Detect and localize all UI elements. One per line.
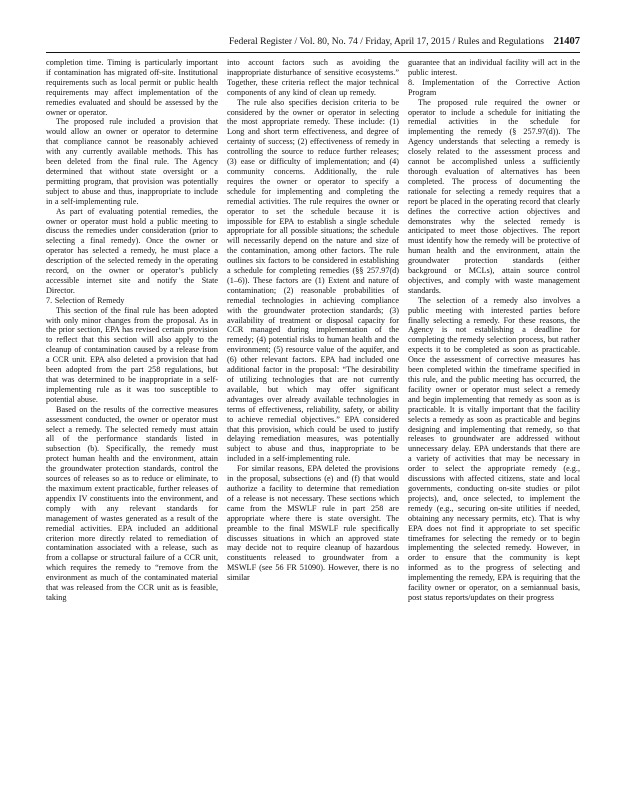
paragraph: The proposed rule included a provision that would allow an owner or operator to determine that compliance cannot be reasonably achieved with any currently available methods. This has been deleted from the final rule. The Agency determined that without state oversight or a permitting program, that provision was potentially subject to abuse and thus, inappropriate to include in a self-implementing rule. bbox=[46, 117, 218, 206]
page-header bbox=[46, 35, 580, 51]
section-heading: 8. Implementation of the Corrective Action Program bbox=[408, 77, 580, 97]
column-3 bbox=[408, 58, 580, 796]
paragraph: guarantee that an individual facility will act in the public interest. bbox=[408, 58, 580, 77]
column-1 bbox=[46, 58, 218, 796]
paragraph: For similar reasons, EPA deleted the provisions in the proposal, subsections (e) and (f) that would authorize a facility to determine that remediation of a release is not necessary. These sections which came from the MSWLF rule in part 258 are appropriate where there is state oversight. The preamble to the final MSWLF rule specifically discusses situations in which an approved state may decide not to require cleanup of hazardous constituents released to groundwater from a MSWLF (see 56 FR 51090). However, there is no similar bbox=[227, 464, 399, 583]
paragraph: This section of the final rule has been adopted with only minor changes from the proposal. As in the prior section, EPA has revised certain provision to reflect that this section will also apply to the cleanup of contamination caused by a release from a CCR unit. EPA also deleted a provision that had been adopted from the part 258 regulations, but that was determined to be inappropriate in a self-implementing rule as it was too susceptible to potential abuse. bbox=[46, 305, 218, 404]
page-number: 21407 bbox=[553, 36, 580, 47]
section-heading: 7. Selection of Remedy bbox=[46, 295, 125, 305]
paragraph: The rule also specifies decision criteria to be considered by the owner or operator in selecting the most appropriate remedy. These include: (1) Long and short term effectiveness, and degree of certainty of success; (2) effectiveness of remedy in controlling the source to reduce further releases; (3) ease or difficulty of implementation; and (4) community concerns. Additionally, the rule requires the owner or operator to specify a schedule for implementing and completing the remedial activities. The rule requires the owner or operator to set the schedule because it is impossible for EPA to establish a single schedule appropriate for all possible situations; the schedule will necessarily depend on the nature and size of the contamination, among other factors. The rule outlines six factors to be considered in establishing a schedule for completing remedies (§§ 257.97(d)(1–6)). These factors are (1) Extent and nature of contamination; (2) reasonable probabilities of remedial technologies in achieving compliance with the groundwater protection standards; (3) availability of treatment or disposal capacity for CCR managed during implementation of the remedy; (4) potential risks to human health and the environment; (5) resource value of the aquifer, and (6) other relevant factors. EPA had included one additional factor in the proposal: “The desirability of utilizing technologies that are not currently available, but which may offer significant advantages over already available technologies in terms of effectiveness, reliability, safety, or ability to achieve remedial objectives.” EPA considered that this provision, which could be used to justify delaying remediation measures, was potentially subject to abuse and thus, inappropriate to be included in a self-implementing rule. bbox=[227, 97, 399, 464]
column-2 bbox=[227, 58, 399, 796]
header-title: Federal Register / Vol. 80, No. 74 / Friday, April 17, 2015 / Rules and Regulations bbox=[228, 36, 544, 47]
paragraph: As part of evaluating potential remedies, the owner or operator must hold a public meeting to discuss the remedies under consideration (prior to selecting a final remedy). Once the owner or operator has selected a remedy, he must place a description of the selected remedy in the operating record, on the owner or operator’s publicly accessible internet site and notify the State Director. bbox=[46, 206, 218, 295]
paragraph: The selection of a remedy also involves a public meeting with interested parties before finally selecting a remedy. For these reasons, the Agency is not establishing a deadline for completing the remedy selection process, but rather expects it to be completed as soon as practicable. Once the assessment of corrective measures has been completed within the timeframe specified in this rule, and the public meeting has occurred, the facility owner or operator must select a remedy and begin implementing that remedy as soon as is practicable. It is vitally important that the facility selects a remedy as soon as practicable and begins designing and implementing that remedy, so that releases to groundwater are addressed without unnecessary delay. EPA understands that there are a variety of activities that may be necessary in order to select the appropriate remedy (e.g., discussions with affected citizens, state and local governments, conducting on-site studies or pilot projects), and, once selected, to implement the remedy (e.g., securing on-site utilities if needed, obtaining any necessary permits, etc). That is why EPA does not find it appropriate to set specific timeframes for selecting the remedy or to begin implementing the selected remedy. However, in order to ensure that the community is kept informed as to the progress of selecting and implementing the remedy, EPA is requiring that the facility owner or operator, on a semiannual basis, post status reports/updates on their progress bbox=[408, 295, 580, 602]
paragraph: into account factors such as avoiding the inappropriate disturbance of sensitive ecosystems.” Together, these criteria reflect the major technical components of any kind of clean up remedy. bbox=[227, 58, 399, 97]
paragraph: Based on the results of the corrective measures assessment conducted, the owner or operator must select a remedy. The selected remedy must attain all of the performance standards listed in subsection (b). Specifically, the remedy must protect human health and the environment, attain the groundwater protection standards, control the sources of releases so as to reduce or eliminate, to the maximum extent practicable, further releases of appendix IV constituents into the environment, and comply with any relevant standards for management of wastes generated as a result of the remedial activities. EPA included an additional criterion more directly related to remediation of contamination associated with a release, such as from a collapse or structural failure of a CCR unit, which requires the remedy to “remove from the environment as much of the contaminated material that was released from the CCR unit as is feasible, taking bbox=[46, 404, 218, 602]
text-columns bbox=[46, 58, 580, 796]
paragraph: completion time. Timing is particularly important if contamination has migrated off-site. Institutional requirements such as local permit or public health requirements may affect implementation of the remedies evaluated and should be assessed by the owner or operator. bbox=[46, 58, 218, 117]
paragraph: The proposed rule required the owner or operator to include a schedule for initiating the remedial activities in the schedule for implementing the remedy (§ 257.97(d)). The Agency understands that selecting a remedy is closely related to the assessment process and cannot be accomplished unless a sufficiently thorough evaluation of alternatives has been completed. The process of documenting the rationale for selecting a remedy requires that a report be placed in the operating record that clearly defines the corrective action objectives and demonstrates why the selected remedy is anticipated to meet those objectives. The report must identify how the remedy will be protective of human health and the environment, attain the groundwater protection standards (either background or MCLs), attain source control objectives, and comply with waste management standards. bbox=[408, 97, 580, 295]
header-rule bbox=[46, 52, 580, 53]
